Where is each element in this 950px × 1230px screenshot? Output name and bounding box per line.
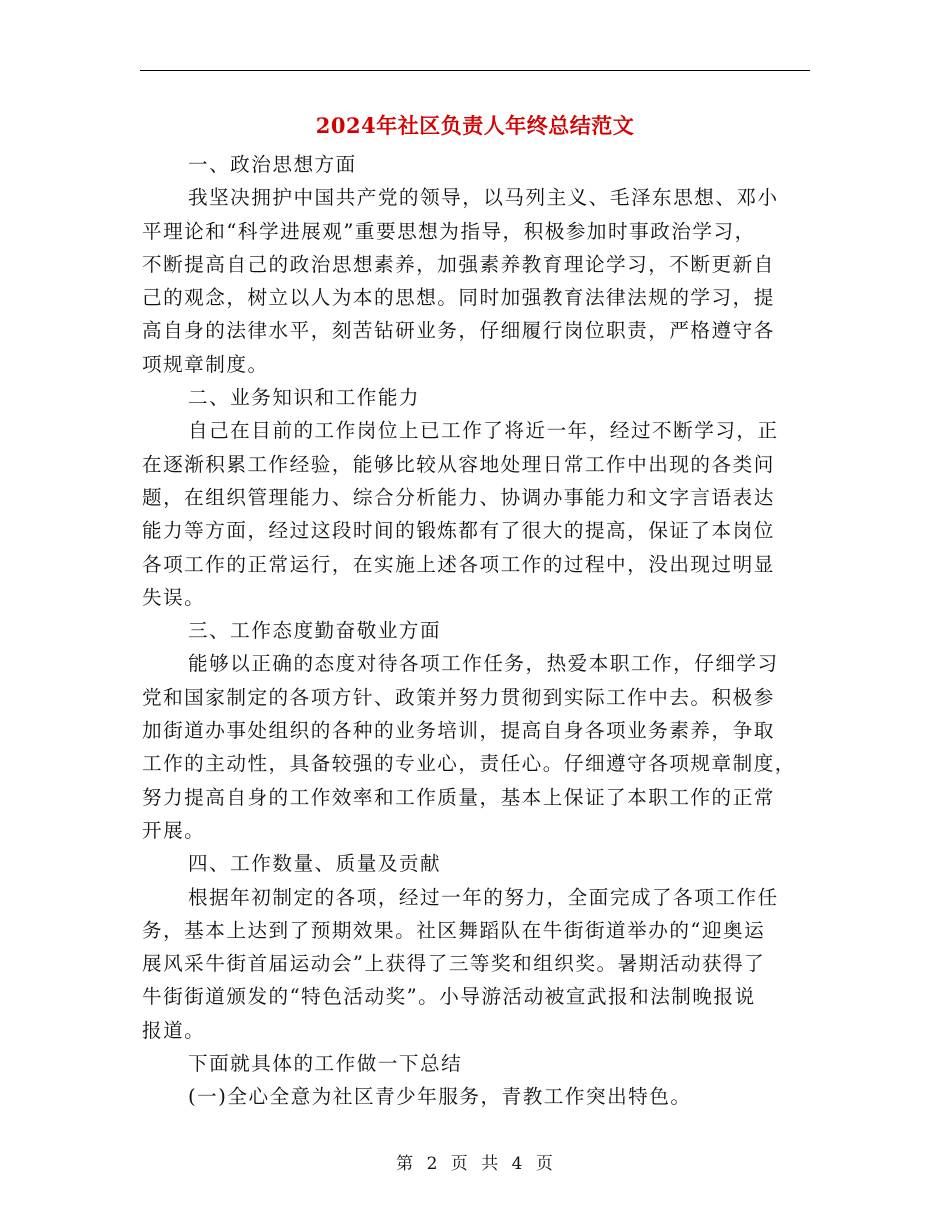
- footer-page-word: 页: [450, 1154, 469, 1174]
- footer-total-word: 共: [481, 1154, 500, 1174]
- text-line: 平理论和“科学进展观”重要思想为指导，积极参加时事政治学习，: [142, 219, 756, 243]
- text-line: 开展。: [142, 818, 206, 842]
- text-line: 一、政治思想方面: [188, 153, 357, 176]
- text-line: 工作的主动性，具备较强的专业心，责任心。仔细遵守各项规章制度，: [142, 752, 796, 776]
- text-line: 自己在目前的工作岗位上已工作了将近一年，经过不断学习，正: [188, 419, 779, 443]
- text-line: 不断提高自己的政治思想素养，加强素养教育理论学习，不断更新自: [142, 252, 775, 276]
- text-line: 能够以正确的态度对待各项工作任务，热爱本职工作，仔细学习: [188, 652, 779, 676]
- text-line: 四、工作数量、质量及贡献: [188, 852, 442, 876]
- text-line: 根据年初制定的各项，经过一年的努力，全面完成了各项工作任: [188, 885, 779, 909]
- text-line: 努力提高自身的工作效率和工作质量，基本上保证了本职工作的正常: [142, 785, 775, 809]
- header-rule: [140, 70, 810, 71]
- text-line: 失误。: [142, 585, 206, 609]
- text-line: 高自身的法律水平，刻苦钻研业务，仔细履行岗位职责，严格遵守各: [142, 319, 775, 343]
- text-line: 务，基本上达到了预期效果。社区舞蹈队在牛街街道举办的“迎奥运: [142, 918, 766, 942]
- text-line: 我坚决拥护中国共产党的领导，以马列主义、毛泽东思想、邓小: [188, 186, 779, 210]
- text-line: 能力等方面，经过这段时间的锻炼都有了很大的提高，保证了本岗位: [142, 519, 775, 543]
- text-line: 项规章制度。: [142, 352, 269, 376]
- text-line: 题，在组织管理能力、综合分析能力、协调办事能力和文字言语表达: [142, 485, 775, 509]
- text-line: 展风采牛街首届运动会”上获得了三等奖和组织奖。暑期活动获得了: [142, 952, 766, 976]
- text-line: 己的观念，树立以人为本的思想。同时加强教育法律法规的学习，提: [142, 286, 775, 310]
- text-line: 牛街街道颁发的“特色活动奖”。小导游活动被宣武报和法制晚报说: [142, 985, 756, 1009]
- text-line: 三、工作态度勤奋敬业方面: [188, 619, 442, 643]
- text-line: (一)全心全意为社区青少年服务，青教工作突出特色。: [188, 1085, 692, 1109]
- page-footer: [140, 1150, 810, 1178]
- text-line: 在逐渐积累工作经验，能够比较从容地处理日常工作中出现的各类问: [142, 452, 775, 476]
- text-line: 报道。: [142, 1018, 206, 1042]
- footer-total-pages: 4: [511, 1154, 524, 1174]
- text-line: 党和国家制定的各项方针、政策并努力贯彻到实际工作中去。积极参: [142, 685, 775, 709]
- footer-current-page: 2: [426, 1154, 439, 1174]
- text-line: 下面就具体的工作做一下总结: [188, 1052, 463, 1076]
- text-line: 各项工作的正常运行，在实施上述各项工作的过程中，没出现过明显: [142, 552, 775, 576]
- footer-suffix: 页: [535, 1154, 554, 1174]
- footer-prefix: 第: [396, 1154, 415, 1174]
- document-title: 2024年社区负责人年终总结范文: [315, 113, 635, 138]
- text-line: 加街道办事处组织的各种的业务培训，提高自身各项业务素养，争取: [142, 719, 775, 743]
- text-line: 二、业务知识和工作能力: [188, 386, 421, 410]
- document-body: [142, 148, 806, 1114]
